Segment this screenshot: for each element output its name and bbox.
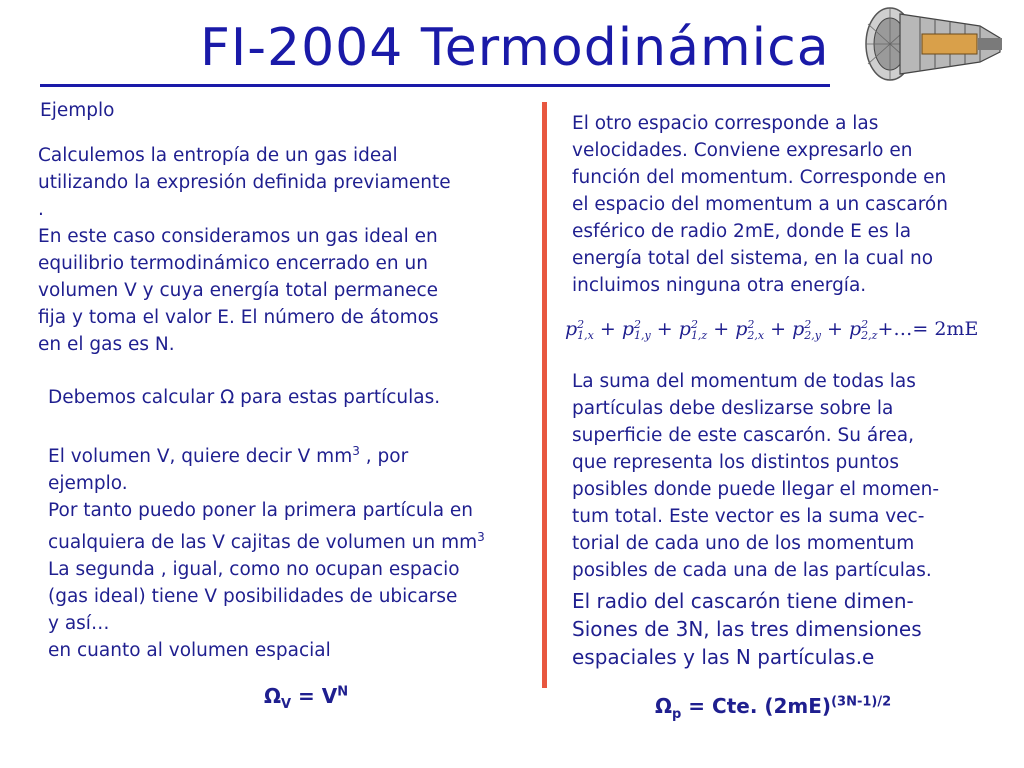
formula-term: p 2 2,z bbox=[849, 318, 878, 342]
text-line: En este caso consideramos un gas ideal en bbox=[38, 226, 438, 247]
formula-term: p 2 1,x bbox=[565, 318, 594, 342]
text-line: cualquiera de las V cajitas de volumen un $mm^3$ bbox=[48, 530, 485, 554]
text-line: El radio del cascarón tiene dimen- bbox=[572, 589, 914, 613]
text-line: Siones de 3N, las tres dimensiones bbox=[572, 617, 922, 641]
volume-paragraph bbox=[48, 384, 538, 664]
text-line: ejemplo. bbox=[48, 473, 128, 495]
text-line: fija y toma el valor E. El número de átomos bbox=[38, 307, 439, 328]
text-line: Debemos calcular Ω para estas partículas. bbox=[48, 387, 441, 408]
shell-paragraph bbox=[572, 368, 992, 584]
text-line: que representa los distintos puntos bbox=[572, 452, 899, 473]
title-underline bbox=[40, 84, 830, 87]
text-line: energía total del sistema, en la cual no bbox=[572, 248, 934, 269]
text-line: (gas ideal) tiene V posibilidades de ubicarse bbox=[48, 586, 458, 608]
text-line: volumen V y cuya energía total permanece bbox=[38, 280, 439, 301]
text-line: esférico de radio 2mE, donde E es la bbox=[572, 221, 912, 242]
text-line: función del momentum. Corresponde en bbox=[572, 167, 947, 188]
text-line: posibles de cada una de las partículas. bbox=[572, 560, 932, 581]
formula-tail: +…= 2mE bbox=[877, 318, 979, 340]
omega-v-formula: $\Omega_V = V^N$ bbox=[264, 684, 349, 712]
text-line: equilibrio termodinámico encerrado en un bbox=[38, 253, 428, 274]
text-line: El otro espacio corresponde a las bbox=[572, 113, 879, 134]
intro-paragraph bbox=[38, 142, 528, 358]
text-line: posibles donde puede llegar el momen- bbox=[572, 479, 940, 500]
text-line: tum total. Este vector es la suma vec- bbox=[572, 506, 925, 527]
text-line: en cuanto al volumen espacial bbox=[48, 640, 331, 662]
text-line: partículas debe deslizarse sobre la bbox=[572, 398, 894, 419]
text-line: espaciales y las N partículas.e bbox=[572, 645, 875, 669]
momentum-sum-formula: p 2 1,x + p 2 1,y + p 2 1,z + p 2 2,x + p 2 2,y + p 2 2,z +…= 2mE bbox=[565, 318, 979, 342]
text-line: Por tanto puedo poner la primera partícula en bbox=[48, 500, 474, 522]
formula-term: p 2 2,y bbox=[792, 318, 821, 342]
page-title: FI-2004 Termodinámica bbox=[200, 18, 830, 78]
text-line: incluimos ninguna otra energía. bbox=[572, 275, 867, 296]
text-line: el espacio del momentum a un cascarón bbox=[572, 194, 948, 215]
momentum-paragraph bbox=[572, 110, 992, 299]
text-line: velocidades. Conviene expresarlo en bbox=[572, 140, 913, 161]
text-line: superficie de este cascarón. Su área, bbox=[572, 425, 915, 446]
text-line: La segunda , igual, como no ocupan espacio bbox=[48, 559, 460, 581]
text-line: La suma del momentum de todas las bbox=[572, 371, 916, 392]
section-heading: Ejemplo bbox=[40, 100, 115, 121]
text-line: Calculemos la entropía de un gas ideal bbox=[38, 145, 398, 166]
formula-term: p 2 1,z bbox=[678, 318, 708, 342]
text-line: y así… bbox=[48, 613, 110, 635]
formula-term: p 2 1,y bbox=[621, 318, 651, 342]
text-line: en el gas es N. bbox=[38, 334, 175, 355]
column-divider bbox=[542, 102, 547, 688]
formula-term: p 2 2,x bbox=[735, 318, 765, 342]
omega-p-formula: $\Omega_p$ = Cte. $(2mE)^{(3N-1)/2}$ bbox=[655, 694, 892, 722]
text-line: utilizando la expresión definida previamente bbox=[38, 172, 451, 193]
radius-paragraph bbox=[572, 587, 992, 671]
turbine-engine-image bbox=[860, 4, 1010, 82]
text-line: torial de cada uno de los momentum bbox=[572, 533, 915, 554]
text-line: El volumen V, quiere decir V $mm^3$ , por bbox=[48, 444, 409, 468]
text-line: . bbox=[38, 199, 44, 220]
